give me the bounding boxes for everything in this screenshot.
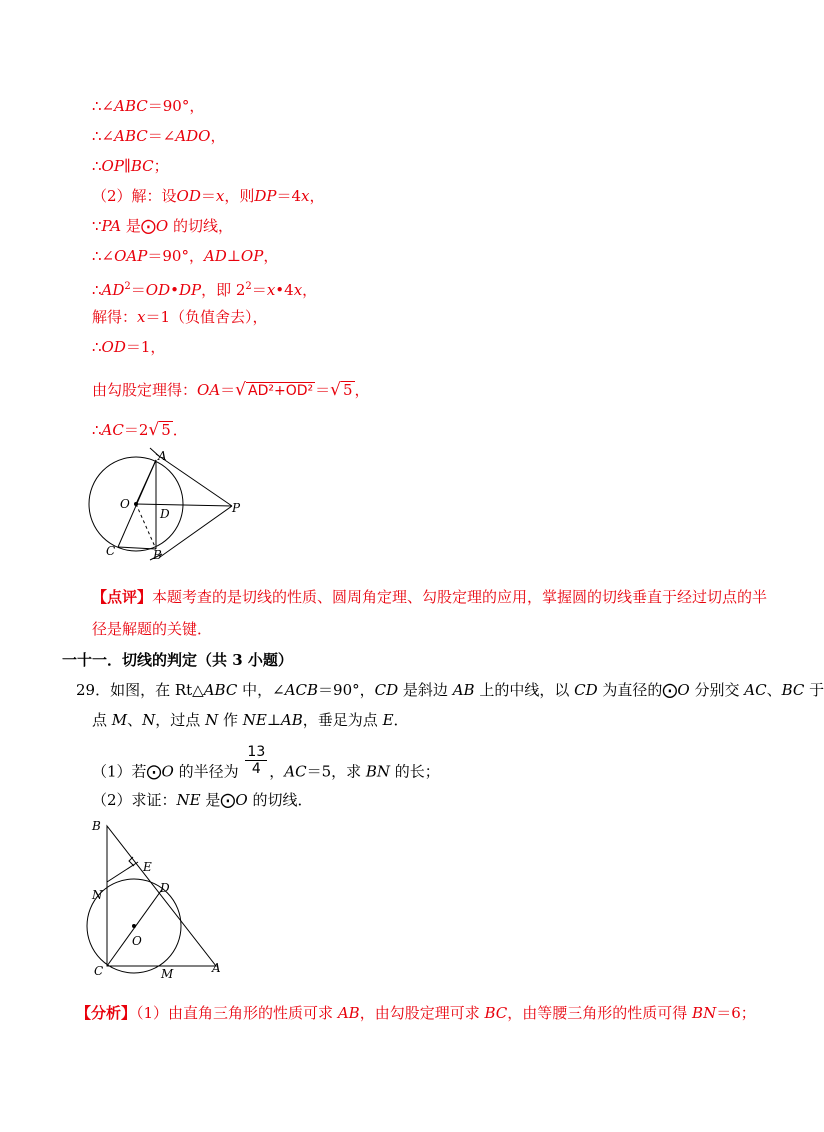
fraction-numerator: 13 — [247, 744, 266, 760]
label-a: A — [158, 449, 167, 463]
therefore-symbol: ∴ — [92, 97, 102, 115]
text: 是 — [121, 217, 141, 235]
text: ． — [393, 711, 409, 729]
solution-line-7 — [92, 277, 317, 300]
var-ac: AC — [744, 681, 767, 699]
superscript: 2 — [245, 281, 252, 292]
text: ，则 — [224, 187, 255, 205]
line-ap — [156, 454, 232, 506]
var-n: N — [205, 711, 219, 729]
superscript: 2 — [124, 281, 131, 292]
text: ． — [172, 421, 188, 439]
radical-symbol: √ — [330, 380, 341, 400]
radicand: 5 — [161, 421, 171, 439]
var-x: x — [301, 187, 310, 205]
var-ac: AC — [284, 762, 307, 781]
var-o: O — [677, 681, 690, 699]
var-od: OD — [101, 338, 126, 356]
right-angle-mark — [129, 857, 134, 866]
therefore-symbol: ∴ — [92, 421, 102, 439]
label-a: A — [212, 961, 221, 975]
analysis-line — [76, 1003, 756, 1023]
var-o: O — [155, 217, 169, 235]
text: （2）解：设 — [92, 187, 177, 205]
text: 29．如图，在 Rt△ — [76, 681, 204, 699]
var-m: M — [111, 711, 128, 729]
text: ， — [309, 187, 325, 205]
var-bc: BC — [484, 1004, 508, 1022]
label-c: C — [94, 964, 104, 978]
text: ，垂足为点 — [302, 711, 383, 729]
solution-line-10 — [92, 380, 370, 400]
text: 是⨀ — [200, 791, 236, 809]
text: ， — [263, 247, 279, 265]
var-abc: ABC — [114, 97, 148, 115]
text: 由勾股定理得： — [92, 381, 198, 399]
label-d: D — [160, 881, 170, 895]
var-ab: AB — [452, 681, 475, 699]
var-od: OD — [145, 281, 171, 299]
solution-line-8 — [92, 307, 268, 327]
solution-line-3 — [92, 156, 169, 176]
radicand: 5 — [343, 381, 353, 399]
var-ad: AD — [203, 247, 227, 265]
var-ac: AC — [101, 421, 124, 439]
label-m: M — [161, 967, 174, 981]
text: 是斜边 — [398, 681, 453, 699]
var-dp: DP — [254, 187, 277, 205]
text: ＝4 — [276, 187, 302, 205]
text: （1）由直角三角形的性质可求 — [136, 1004, 338, 1022]
var-bc: BC — [781, 681, 805, 699]
text: （1）若⨀ — [92, 762, 162, 781]
because-symbol: ∵ — [92, 217, 102, 235]
text: ； — [153, 157, 169, 175]
text: 分别交 — [689, 681, 745, 699]
angle-symbol: ∠ — [101, 127, 115, 145]
figure-right-triangle-circle — [85, 812, 235, 982]
solution-line-2 — [92, 126, 226, 146]
fraction-denominator: 4 — [251, 761, 261, 777]
var-op: OP — [101, 157, 124, 175]
label-b: B — [153, 548, 162, 562]
comment-line-1 — [92, 587, 767, 607]
comment-line-2 — [92, 619, 212, 639]
text: ， — [354, 381, 370, 399]
text: ＝1（负值舍去）， — [145, 308, 268, 326]
line-bp — [160, 506, 232, 557]
text: ＝90°， — [147, 97, 205, 115]
text: 的切线． — [247, 791, 313, 809]
comment-text: 径是解题的关键． — [92, 620, 213, 638]
center-dot — [132, 924, 136, 928]
text: ， — [269, 762, 285, 781]
var-x: x — [215, 187, 225, 205]
var-n: N — [142, 711, 156, 729]
var-ad: AD — [101, 281, 125, 299]
therefore-symbol: ∴ — [92, 338, 102, 356]
line-op — [136, 504, 232, 506]
text: ⊥ — [266, 711, 281, 729]
var-od: OD — [176, 187, 201, 205]
var-x: x — [266, 281, 276, 299]
var-op: OP — [240, 247, 264, 265]
text: ＝2 — [123, 421, 149, 439]
solution-line-4 — [92, 186, 325, 206]
text: 上的中线，以 — [474, 681, 575, 699]
text: ＝ — [220, 381, 236, 399]
text: ，由勾股定理可求 — [359, 1004, 485, 1022]
text: ＝6； — [716, 1004, 756, 1022]
text: ＝1， — [125, 338, 166, 356]
label-e: E — [143, 860, 152, 874]
text: • — [170, 281, 179, 299]
label-p: P — [232, 501, 241, 515]
var-ab: AB — [337, 1004, 360, 1022]
text: 中，∠ — [237, 681, 285, 699]
text: ＝ — [315, 381, 331, 399]
line-ob-dashed — [136, 504, 156, 549]
var-oap: OAP — [114, 247, 148, 265]
var-e: E — [382, 711, 394, 729]
label-c: C — [106, 544, 116, 558]
text: 的长； — [390, 762, 440, 781]
comment-text: 本题考查的是切线的性质、圆周角定理、勾股定理的应用，掌握圆的切线垂直于经过切点的半 — [152, 588, 768, 606]
text: ，即 2 — [201, 281, 246, 299]
section-title: 一十一．切线的判定（共 3 小题） — [62, 651, 293, 669]
text: 的切线， — [168, 217, 233, 235]
text: ＝ — [251, 281, 267, 299]
angle-symbol: ∠ — [101, 97, 115, 115]
text: ＝90°， — [147, 247, 204, 265]
var-abc: ABC — [114, 127, 148, 145]
var-o: O — [161, 762, 174, 781]
var-pa: PA — [101, 217, 122, 235]
label-o: O — [132, 934, 142, 948]
text: 为直径的⨀ — [597, 681, 678, 699]
text: ，由等腰三角形的性质可得 — [507, 1004, 693, 1022]
text: ＝ — [130, 281, 146, 299]
therefore-symbol: ∴∠ — [92, 247, 115, 265]
radical-symbol: √ — [235, 380, 247, 400]
problem-29-question-2 — [92, 790, 313, 810]
text: 于 — [804, 681, 824, 699]
var-bc: BC — [130, 157, 154, 175]
triangle-abc — [107, 826, 216, 966]
text: 的半径为 — [173, 762, 244, 781]
solution-line-11 — [92, 420, 188, 440]
var-ne: NE — [176, 791, 201, 809]
var-cd: CD — [374, 681, 399, 699]
label-n: N — [92, 888, 103, 902]
text: ＝ — [200, 187, 216, 205]
var-cd: CD — [574, 681, 598, 699]
text: ＝5，求 — [306, 762, 366, 781]
comment-tag: 【点评】 — [92, 588, 153, 606]
problem-29-question-1 — [92, 744, 440, 789]
center-dot — [134, 502, 138, 506]
var-dp: DP — [178, 281, 202, 299]
therefore-symbol: ∴ — [92, 127, 102, 145]
solution-line-9 — [92, 337, 165, 357]
text: ， — [210, 127, 226, 145]
text: 解得： — [92, 308, 138, 326]
solution-line-6 — [92, 246, 278, 266]
var-ne: NE — [242, 711, 267, 729]
var-o: O — [235, 791, 248, 809]
var-x: x — [137, 308, 146, 326]
var-x: x — [293, 281, 303, 299]
line-cb — [118, 547, 156, 549]
var-bn: BN — [365, 762, 391, 781]
text: •4 — [275, 281, 294, 299]
text: 点 — [92, 711, 112, 729]
solution-line-1 — [92, 96, 204, 116]
radical-symbol: √ — [148, 420, 160, 440]
analysis-tag: 【分析】 — [76, 1004, 137, 1022]
text: ，过点 — [155, 711, 206, 729]
problem-29-line-2 — [92, 710, 409, 730]
text: （2）求证： — [92, 791, 177, 809]
therefore-symbol: ∴ — [92, 281, 102, 299]
text: ＝∠ — [147, 127, 176, 145]
label-o: O — [120, 497, 130, 511]
radicand: AD²+OD² — [248, 383, 314, 399]
circle-dot-icon: ⨀ — [140, 217, 156, 235]
label-b: B — [92, 819, 101, 833]
text: 、 — [127, 711, 143, 729]
label-d: D — [160, 507, 170, 521]
var-abc: ABC — [203, 681, 238, 699]
solution-line-5 — [92, 216, 233, 236]
text: 、 — [766, 681, 782, 699]
var-ab: AB — [280, 711, 303, 729]
text: 作 — [218, 711, 243, 729]
var-oa: OA — [197, 381, 221, 399]
figure-tangent-circle — [85, 445, 255, 563]
parallel-symbol: ∥ — [123, 157, 131, 175]
problem-29-line-1 — [76, 680, 824, 700]
perp-symbol: ⊥ — [226, 247, 241, 265]
var-acb: ACB — [284, 681, 319, 699]
text: ， — [302, 281, 318, 299]
therefore-symbol: ∴ — [92, 157, 102, 175]
var-ado: ADO — [175, 127, 211, 145]
fraction — [245, 744, 267, 777]
text: ＝90°， — [318, 681, 375, 699]
var-bn: BN — [692, 1004, 717, 1022]
